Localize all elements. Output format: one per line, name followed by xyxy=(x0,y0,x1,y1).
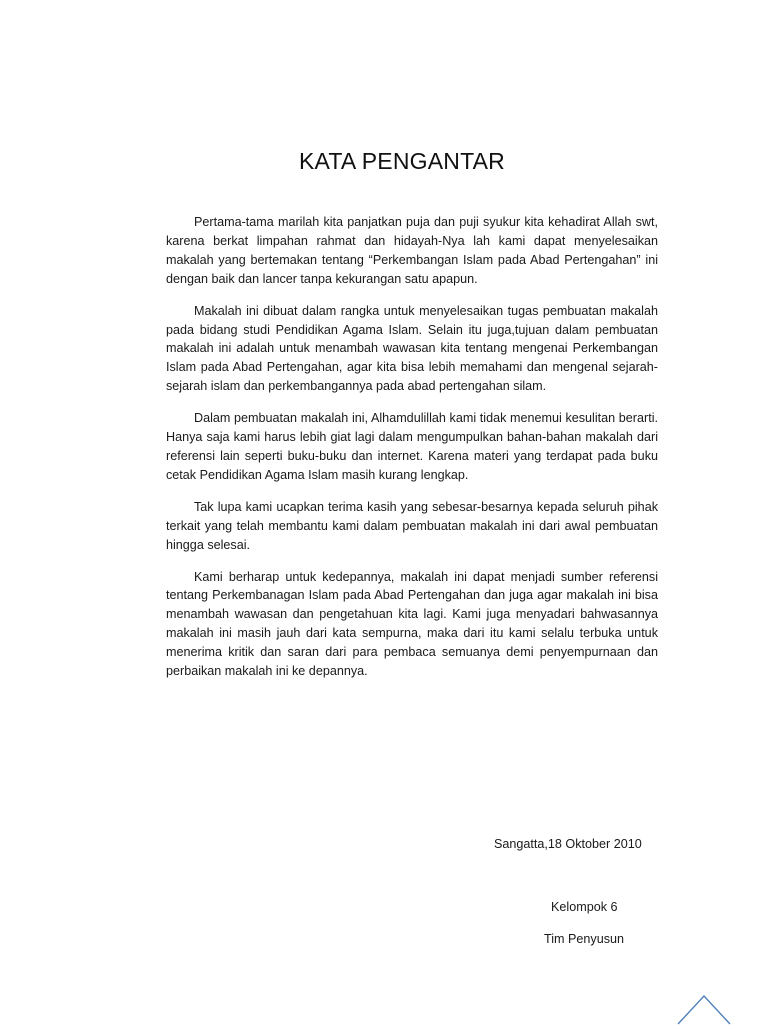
group-name: Kelompok 6 xyxy=(551,900,618,914)
paragraph-4: Tak lupa kami ucapkan terima kasih yang sebesar-besarnya kepada seluruh pihak terkait yang telah membantu kami dalam pembuatan makalah ini dari awal pembuatan hingga selesai. xyxy=(166,499,658,552)
diamond-corner-icon xyxy=(672,990,734,1030)
page-title: KATA PENGANTAR xyxy=(298,148,505,174)
body-text xyxy=(166,213,658,694)
paragraph-1: Pertama-tama marilah kita panjatkan puja dan puji syukur kita kehadirat Allah swt, karena berkat limpahan rahmat dan hidayah-Nya lah kami dapat menyelesaikan makalah yang bertemakan tentang “Perkembangan Islam pada Abad Pertengahan” ini dengan baik dan lancer tanpa kekurangan satu apapun. xyxy=(166,215,658,286)
paragraph-3: Dalam pembuatan makalah ini, Alhamdulillah kami tidak menemui kesulitan berarti. Hanya saja kami harus lebih giat lagi dalam mengumpulkan bahan-bahan makalah dari referensi lain seperti buku-buku dan internet. Karena materi yang terdapat pada buku cetak Pendidikan Agama Islam masih kurang lengkap. xyxy=(166,411,658,482)
paragraph-2: Makalah ini dibuat dalam rangka untuk menyelesaikan tugas pembuatan makalah pada bidang studi Pendidikan Agama Islam. Selain itu juga,tujuan dalam pembuatan makalah ini adalah untuk menambah wawasan kita tentang mengenai Perkembangan Islam pada Abad Pertengahan, agar kita bisa lebih memahami dan mengenal sejarah-sejarah islam dan perkembangannya pada abad pertengahan silam. xyxy=(166,303,658,394)
place-date: Sangatta,18 Oktober 2010 xyxy=(494,837,642,851)
paragraph-5: Kami berharap untuk kedepannya, makalah ini dapat menjadi sumber referensi tentang Perkembanagan Islam pada Abad Pertengahan dan juga agar makalah ini bisa menambah wawasan dan pengetahuan kita lagi. Kami juga menyadari bahwasannya makalah ini masih jauh dari kata sempurna, maka dari itu kami selalu terbuka untuk menerima kritik dan saran dari para pembaca semuanya demi penyempurnaan dan perbaikan makalah ini ke depannya. xyxy=(166,569,658,679)
team-name: Tim Penyusun xyxy=(544,932,625,946)
